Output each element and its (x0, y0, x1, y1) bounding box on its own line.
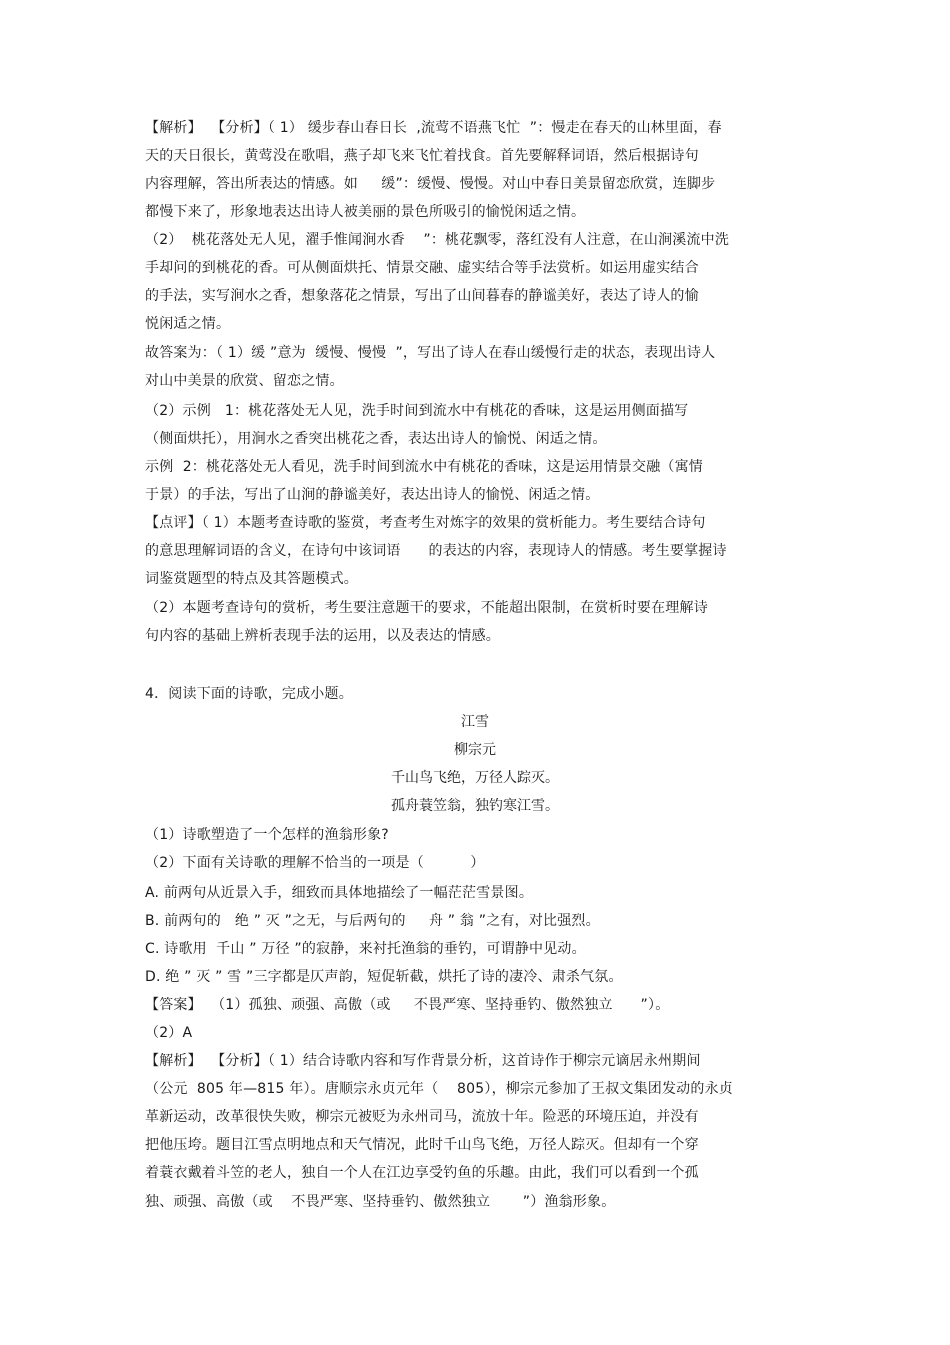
analysis3-line-16: 的意思理解词语的含义，在诗句中该词语 的表达的内容，表现诗人的情感。考生要掌握诗 (145, 543, 727, 559)
answer-line-2: （2）A (145, 1025, 193, 1041)
poem-line-2: 孤舟蓑笠翁，独钓寒江雪。 (391, 798, 559, 814)
sub-question-1: （1）诗歌塑造了一个怎样的渔翁形象? (145, 827, 389, 843)
analysis3-line-13: 示例 2：桃花落处无人看见，洗手时间到流水中有桃花的香味，这是运用情景交融（寓情 (145, 459, 704, 475)
analysis3-line-8: 悦闲适之情。 (145, 316, 231, 332)
analysis3-line-17: 词鉴赏题型的特点及其答题模式。 (145, 571, 358, 587)
analysis3-line-1: 【解析】 【分析】（ 1） 缓步春山春日长 ,流莺不语燕飞忙 ”：慢走在春天的山林里面，春 (145, 120, 722, 136)
question-4-intro: 4．阅读下面的诗歌，完成小题。 (145, 686, 353, 702)
option-d: D. 绝 ” 灭 ” 雪 ”三字都是仄声韵，短促斩截，烘托了诗的凄冷、肃杀气氛。 (145, 969, 623, 985)
analysis4-line-6: 独、顽强、高傲（或 不畏严寒、坚持垂钓、傲然独立 ”）渔翁形象。 (145, 1194, 616, 1210)
poem-title: 江雪 (461, 714, 489, 730)
analysis3-line-4: 都慢下来了，形象地表达出诗人被美丽的景色所吸引的愉悦闲适之情。 (145, 204, 586, 220)
analysis4-line-3: 革新运动，改革很快失败，柳宗元被贬为永州司马，流放十年。险恶的环境压迫，并没有 (145, 1109, 699, 1125)
option-a: A. 前两句从近景入手，细致而具体地描绘了一幅茫茫雪景图。 (145, 885, 534, 901)
analysis3-line-12: （侧面烘托），用涧水之香突出桃花之香，表达出诗人的愉悦、闲适之情。 (145, 431, 607, 447)
analysis3-line-14: 于景）的手法，写出了山涧的静谧美好，表达出诗人的愉悦、闲适之情。 (145, 487, 600, 503)
analysis3-line-10: 对山中美景的欣赏、留恋之情。 (145, 373, 344, 389)
analysis3-line-18: （2）本题考查诗句的赏析，考生要注意题干的要求，不能超出限制，在赏析时要在理解诗 (145, 600, 708, 616)
answer-line-1: 【答案】 （1）孤独、顽强、高傲（或 不畏严寒、坚持垂钓、傲然独立 ”）。 (145, 997, 670, 1013)
poem-author: 柳宗元 (454, 742, 496, 758)
analysis3-line-19: 句内容的基础上辨析表现手法的运用，以及表达的情感。 (145, 628, 500, 644)
option-c: C. 诗歌用 千山 ” 万径 ”的寂静，来衬托渔翁的垂钓，可谓静中见动。 (145, 941, 586, 957)
sub-question-2: （2）下面有关诗歌的理解不恰当的一项是（ ） (145, 855, 485, 871)
analysis4-line-4: 把他压垮。题目江雪点明地点和天气情况，此时千山鸟飞绝，万径人踪灭。但却有一个穿 (145, 1137, 699, 1153)
option-b: B. 前两句的 绝 ” 灭 ”之无，与后两句的 舟 ” 翁 ”之有，对比强烈。 (145, 913, 600, 929)
analysis3-line-5: （2） 桃花落处无人见，濯手惟闻涧水香 ”：桃花飘零，落红没有人注意，在山涧溪流中洗 (145, 232, 730, 248)
poem-line-1: 千山鸟飞绝，万径人踪灭。 (391, 770, 559, 786)
analysis3-line-15: 【点评】（ 1）本题考查诗歌的鉴赏，考查考生对炼字的效果的赏析能力。考生要结合诗句 (145, 515, 706, 531)
analysis3-line-7: 的手法，实写涧水之香，想象落花之情景，写出了山间暮春的静谧美好，表达了诗人的愉 (145, 288, 699, 304)
analysis3-line-11: （2）示例 1：桃花落处无人见，洗手时间到流水中有桃花的香味，这是运用侧面描写 (145, 403, 689, 419)
analysis3-line-2: 天的天日很长，黄莺没在歌唱，燕子却飞来飞忙着找食。首先要解释词语，然后根据诗句 (145, 148, 699, 164)
analysis4-line-1: 【解析】 【分析】（ 1）结合诗歌内容和写作背景分析，这首诗作于柳宗元谪居永州期间 (145, 1053, 701, 1069)
analysis4-line-2: （公元 805 年—815 年）。唐顺宗永贞元年（ 805），柳宗元参加了王叔文集团发动的永贞 (145, 1081, 733, 1097)
analysis3-line-9: 故答案为：（ 1）缓 ”意为 缓慢、慢慢 ”，写出了诗人在春山缓慢行走的状态，表现出诗人 (145, 345, 716, 361)
analysis3-line-6: 手却问的到桃花的香。可从侧面烘托、情景交融、虚实结合等手法赏析。如运用虚实结合 (145, 260, 699, 276)
analysis3-line-3: 内容理解，答出所表达的情感。如 缓”：缓慢、慢慢。对山中春日美景留恋欣赏，连脚步 (145, 176, 716, 192)
analysis4-line-5: 着蓑衣戴着斗笠的老人，独自一个人在江边享受钓鱼的乐趣。由此，我们可以看到一个孤 (145, 1165, 699, 1181)
